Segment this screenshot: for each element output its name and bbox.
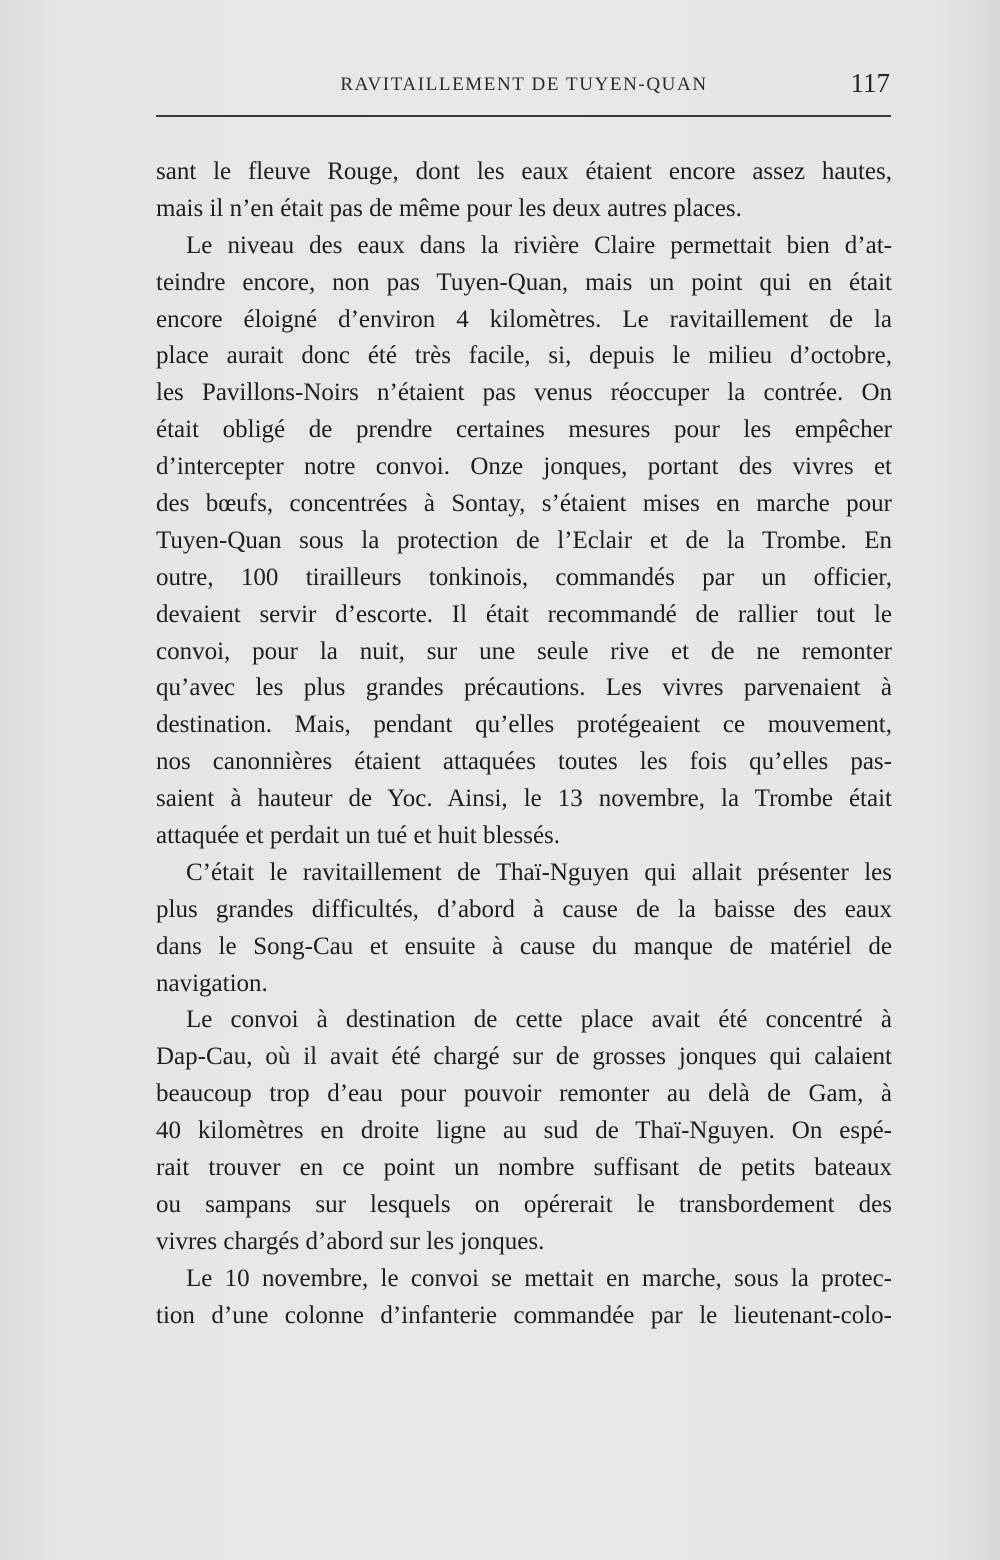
text-line: rait trouver en ce point un nombre suffisant de petits bateaux	[156, 1154, 892, 1182]
running-head	[156, 66, 892, 106]
text-line: teindre encore, non pas Tuyen-Quan, mais un point qui en était	[156, 268, 892, 296]
text-line: convoi, pour la nuit, sur une seule rive et de ne remonter	[156, 637, 892, 665]
text-line: les Pavillons-Noirs n’étaient pas venus réoccuper la contrée. On	[156, 379, 892, 407]
text-line: Dap-Cau, où il avait été chargé sur de grosses jonques qui calaient	[156, 1043, 892, 1071]
header-rule	[156, 115, 891, 117]
text-line: 40 kilomètres en droite ligne au sud de Thaï-Nguyen. On espé-	[156, 1117, 892, 1145]
text-line: était obligé de prendre certaines mesures pour les empêcher	[156, 416, 892, 444]
text-line: mais il n’en était pas de même pour les deux autres places.	[156, 194, 742, 222]
paragraph-4	[156, 1002, 892, 1260]
text-line: des bœufs, concentrées à Sontay, s’étaient mises en marche pour	[156, 490, 892, 518]
text-line: sant le fleuve Rouge, dont les eaux étaient encore assez hautes,	[156, 158, 892, 185]
running-title: RAVITAILLEMENT DE TUYEN-QUAN	[340, 74, 708, 95]
text-line: saient à hauteur de Yoc. Ainsi, le 13 novembre, la Trombe était	[156, 785, 892, 813]
text-line: nos canonnières étaient attaquées toutes les fois qu’elles pas-	[156, 748, 892, 776]
body-text	[156, 154, 892, 1335]
text-line: Le 10 novembre, le convoi se mettait en marche, sous la protec-	[186, 1264, 892, 1292]
text-line: navigation.	[156, 969, 268, 997]
text-line: vivres chargés d’abord sur les jonques.	[156, 1227, 545, 1255]
paragraph-5	[156, 1261, 892, 1335]
text-line: devaient servir d’escorte. Il était recommandé de rallier tout le	[156, 600, 892, 628]
text-line: place aurait donc été très facile, si, depuis le milieu d’octobre,	[156, 342, 892, 370]
paragraph-2	[156, 228, 892, 855]
text-line: qu’avec les plus grandes précautions. Les vivres parvenaient à	[156, 674, 892, 702]
text-line: Le convoi à destination de cette place avait été concentré à	[186, 1006, 892, 1034]
text-line: encore éloigné d’environ 4 kilomètres. Le ravitaillement de la	[156, 305, 892, 333]
page-number: 117	[850, 68, 890, 98]
text-line: outre, 100 tirailleurs tonkinois, commandés par un officier,	[156, 563, 892, 591]
text-line: ou sampans sur lesquels on opérerait le transbordement des	[156, 1190, 892, 1218]
text-line: Tuyen-Quan sous la protection de l’Eclair et de la Trombe. En	[156, 526, 892, 554]
text-line: attaquée et perdait un tué et huit blessés.	[156, 822, 561, 850]
text-line: beaucoup trop d’eau pour pouvoir remonter au delà de Gam, à	[156, 1080, 892, 1108]
text-line: dans le Song-Cau et ensuite à cause du manque de matériel de	[156, 932, 892, 960]
text-line: plus grandes difficultés, d’abord à cause de la baisse des eaux	[156, 895, 892, 923]
text-line: destination. Mais, pendant qu’elles protégeaient ce mouvement,	[156, 711, 892, 739]
paragraph-3	[156, 855, 892, 1003]
text-line: Le niveau des eaux dans la rivière Claire permettait bien d’at-	[186, 231, 892, 259]
paragraph-1	[156, 154, 892, 228]
text-line: tion d’une colonne d’infanterie commandée par le lieutenant-colo-	[156, 1301, 892, 1329]
text-line: d’intercepter notre convoi. Onze jonques, portant des vivres et	[156, 453, 892, 481]
text-line: C’était le ravitaillement de Thaï-Nguyen qui allait présenter les	[186, 858, 892, 886]
